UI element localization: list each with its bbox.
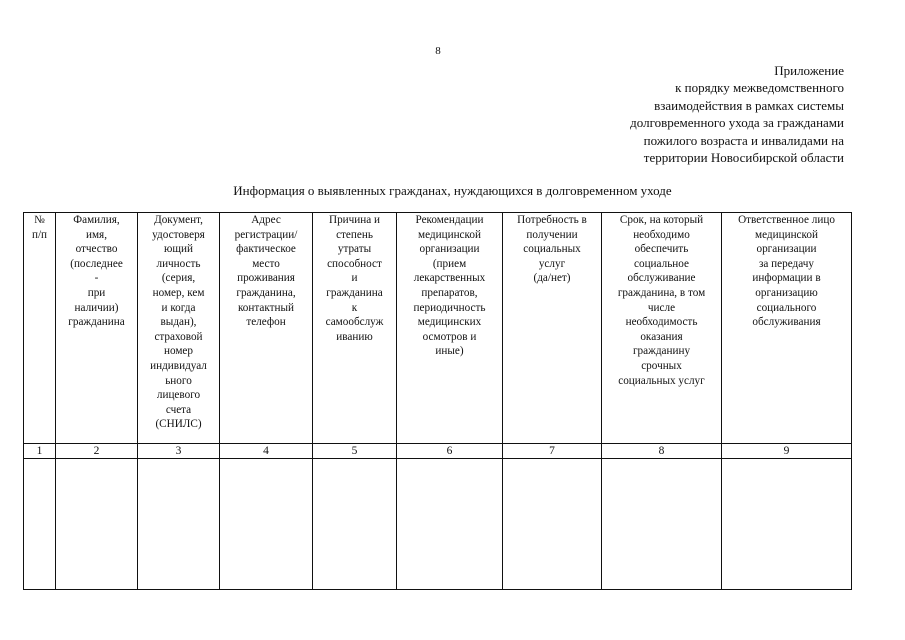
table-header-cell: Причина и степень утраты способност и гражданина к самообслуж иванию: [313, 213, 397, 444]
column-number: 3: [138, 444, 220, 459]
table-header-cell: Срок, на который необходимо обеспечить социальное обслуживание гражданина, в том числе необходимость оказания гражданину срочных социальных услуг: [602, 213, 722, 444]
appendix-line: долговременного ухода за гражданами: [630, 115, 844, 131]
appendix-line: территории Новосибирской области: [643, 150, 844, 166]
column-number: 4: [220, 444, 313, 459]
column-number: 8: [602, 444, 722, 459]
document-title: Информация о выявленных гражданах, нуждающихся в долговременном уходе: [233, 183, 672, 198]
empty-cell[interactable]: [220, 459, 313, 590]
empty-cell[interactable]: [397, 459, 503, 590]
appendix-line: Приложение: [774, 63, 844, 78]
column-number: 7: [503, 444, 602, 459]
appendix-line: взаимодействия в рамках системы: [654, 97, 844, 113]
table-header-cell: Адрес регистрации/ фактическое место проживания гражданина, контактный телефон: [220, 213, 313, 444]
table-header-cell: Рекомендации медицинской организации (прием лекарственных препаратов, периодичность медицинских осмотров и иные): [397, 213, 503, 444]
empty-cell[interactable]: [138, 459, 220, 590]
appendix-block: [630, 62, 844, 166]
table-header-cell: Фамилия, имя, отчество (последнее - при наличии) гражданина: [56, 213, 138, 444]
empty-cell[interactable]: [602, 459, 722, 590]
citizens-table: [23, 212, 852, 590]
column-number: 1: [24, 444, 56, 459]
table-header-cell: Ответственное лицо медицинской организации за передачу информации в организацию социального обслуживания: [722, 213, 852, 444]
empty-cell[interactable]: [24, 459, 56, 590]
column-number-row: [24, 444, 852, 459]
empty-cell[interactable]: [503, 459, 602, 590]
column-number: 2: [56, 444, 138, 459]
appendix-line: пожилого возраста и инвалидами на: [643, 132, 844, 148]
table-header-cell: № п/п: [24, 213, 56, 444]
table-header-cell: Документ, удостоверя ющий личность (серия, номер, кем и когда выдан), страховой номер индивидуал ьного лицевого счета (СНИЛС): [138, 213, 220, 444]
column-number: 5: [313, 444, 397, 459]
table-header-cell: Потребность в получении социальных услуг (да/нет): [503, 213, 602, 444]
column-number: 9: [722, 444, 852, 459]
page-number: 8: [435, 45, 441, 57]
appendix-line: к порядку межведомственного: [675, 80, 844, 96]
empty-cell[interactable]: [313, 459, 397, 590]
empty-cell[interactable]: [56, 459, 138, 590]
empty-data-row: [24, 459, 852, 590]
column-number: 6: [397, 444, 503, 459]
empty-cell[interactable]: [722, 459, 852, 590]
table-header-row: [24, 213, 852, 444]
